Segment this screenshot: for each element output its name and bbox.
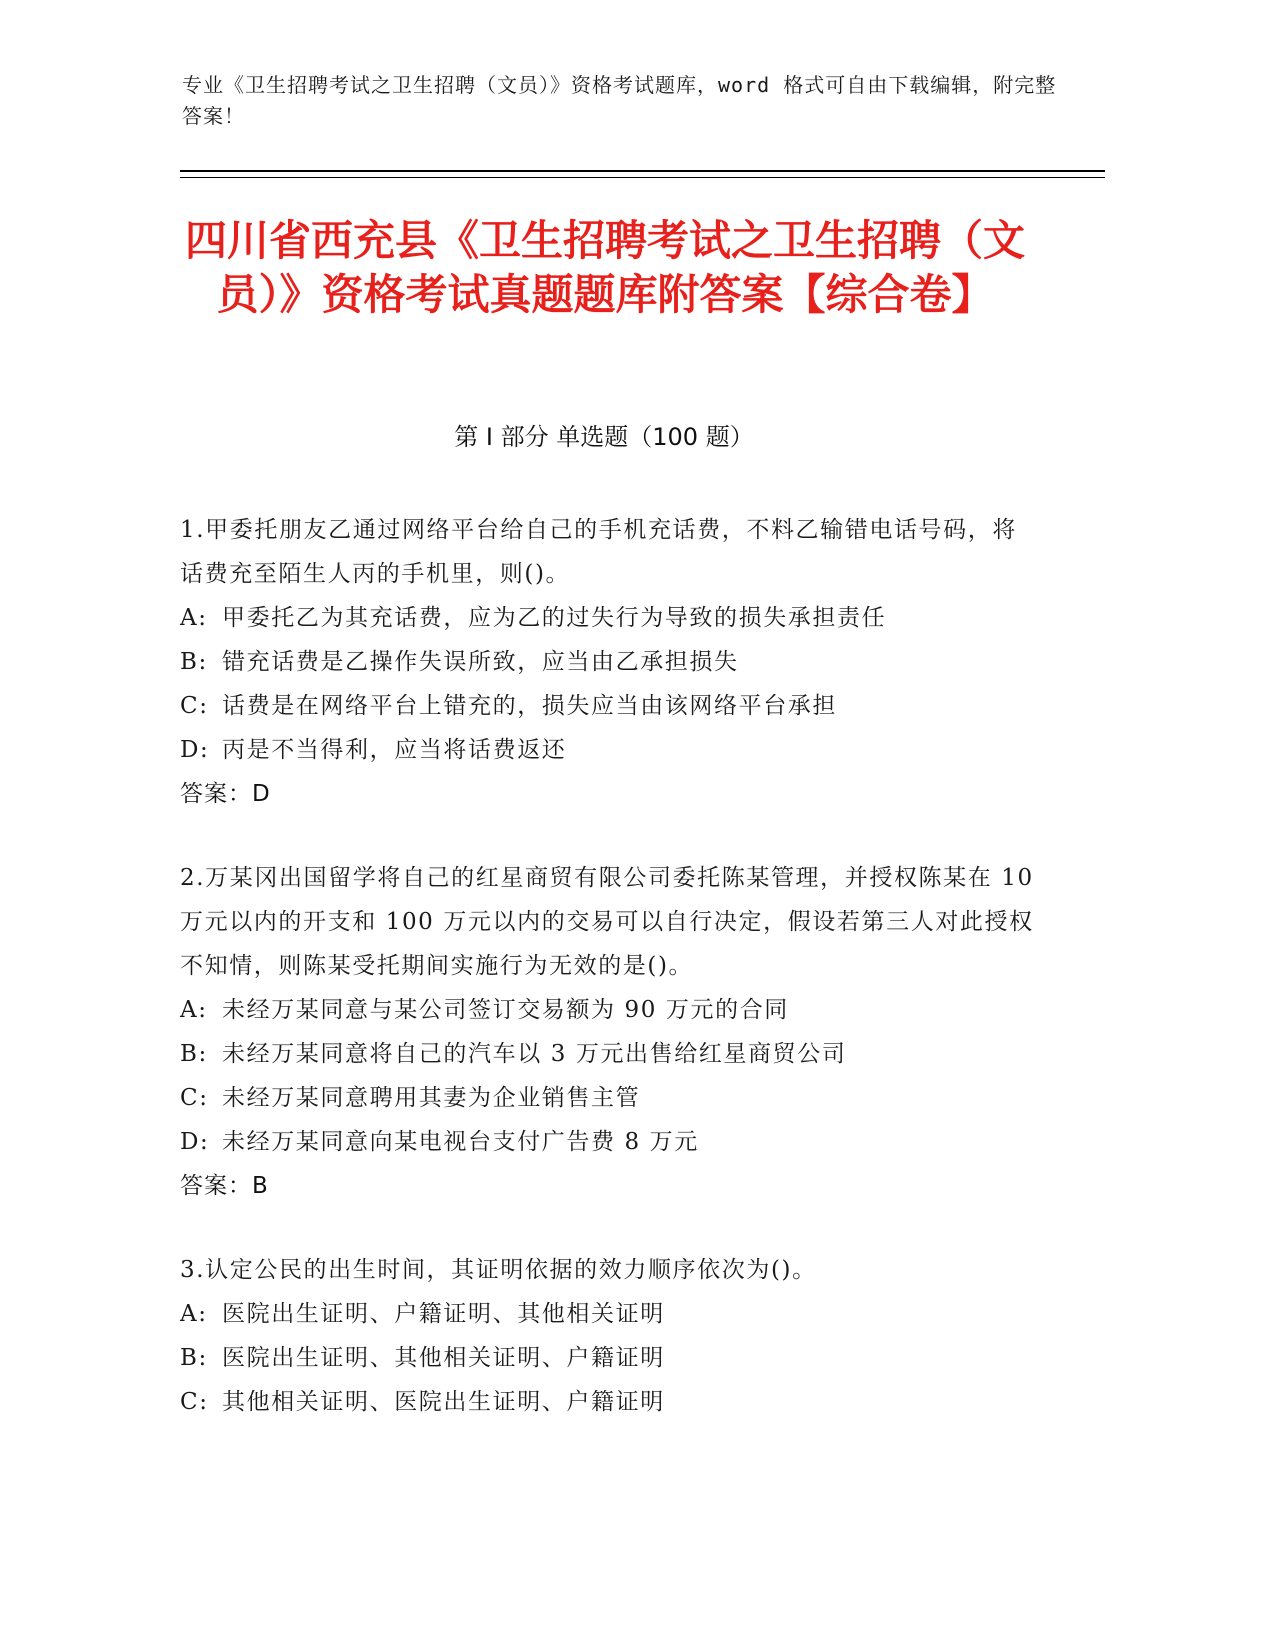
option-b [180, 1032, 1040, 1076]
option-text: 甲委托乙为其充话费，应为乙的过失行为导致的损失承担责任 [222, 605, 887, 631]
option-text: 医院出生证明、户籍证明、其他相关证明 [222, 1301, 665, 1327]
header-divider-thin [180, 177, 1105, 178]
option-key: A: [180, 605, 208, 631]
option-text: 医院出生证明、其他相关证明、户籍证明 [222, 1345, 665, 1371]
document-title: 四川省西充县《卫生招聘考试之卫生招聘（文员）》资格考试真题题库附答案【综合卷】 [184, 216, 1025, 319]
option-text: 未经万某同意向某电视台支付广告费 8 万元 [222, 1129, 699, 1155]
option-text: 丙是不当得利，应当将话费返还 [222, 737, 567, 763]
answer-value: B [252, 1173, 269, 1199]
option-key: D: [180, 1129, 210, 1155]
question-stem: 1.甲委托朋友乙通过网络平台给自己的手机充话费，不料乙输错电话号码，将话费充至陌生人丙的手机里，则()。 [180, 517, 1017, 587]
question-2 [180, 856, 1040, 1208]
option-d [180, 728, 1040, 772]
answer-prefix: 答案： [180, 781, 252, 807]
option-key: A: [180, 1301, 208, 1327]
option-a [180, 988, 1040, 1032]
option-key: C: [180, 1389, 209, 1415]
option-text: 未经万某同意聘用其妻为企业销售主管 [222, 1085, 641, 1111]
answer-line [180, 772, 1040, 816]
option-text: 错充话费是乙操作失误所致，应当由乙承担损失 [222, 649, 739, 675]
option-c [180, 1380, 1040, 1424]
question-stem: 2.万某冈出国留学将自己的红星商贸有限公司委托陈某管理，并授权陈某在 10 万元以内的开支和 100 万元以内的交易可以自行决定，假设若第三人对此授权不知情，则陈某受托期间实施行为无效的是()。 [180, 865, 1034, 979]
option-key: A: [180, 997, 208, 1023]
option-text: 未经万某同意与某公司签订交易额为 90 万元的合同 [222, 997, 789, 1023]
option-key: B: [180, 1345, 208, 1371]
option-d [180, 1120, 1040, 1164]
header-divider-thick [180, 170, 1105, 172]
question-list [180, 508, 1040, 1464]
answer-line [180, 1164, 1040, 1208]
option-text: 其他相关证明、医院出生证明、户籍证明 [222, 1389, 665, 1415]
option-text: 未经万某同意将自己的汽车以 3 万元出售给红星商贸公司 [222, 1041, 847, 1067]
option-key: C: [180, 1085, 209, 1111]
section-heading: 第 I 部分 单选题（100 题） [454, 423, 754, 451]
option-key: C: [180, 693, 209, 719]
header-note: 专业《卫生招聘考试之卫生招聘（文员）》资格考试题库，word 格式可自由下载编辑，附完整答案！ [182, 73, 1057, 128]
question-1 [180, 508, 1040, 816]
option-text: 话费是在网络平台上错充的，损失应当由该网络平台承担 [222, 693, 837, 719]
answer-value: D [252, 781, 271, 807]
option-key: B: [180, 1041, 208, 1067]
option-b [180, 1336, 1040, 1380]
option-a [180, 596, 1040, 640]
question-stem: 3.认定公民的出生时间，其证明依据的效力顺序依次为()。 [180, 1257, 817, 1283]
option-key: D: [180, 737, 210, 763]
option-b [180, 640, 1040, 684]
option-c [180, 1076, 1040, 1120]
option-key: B: [180, 649, 208, 675]
answer-prefix: 答案： [180, 1173, 252, 1199]
question-3 [180, 1248, 1040, 1424]
option-c [180, 684, 1040, 728]
option-a [180, 1292, 1040, 1336]
